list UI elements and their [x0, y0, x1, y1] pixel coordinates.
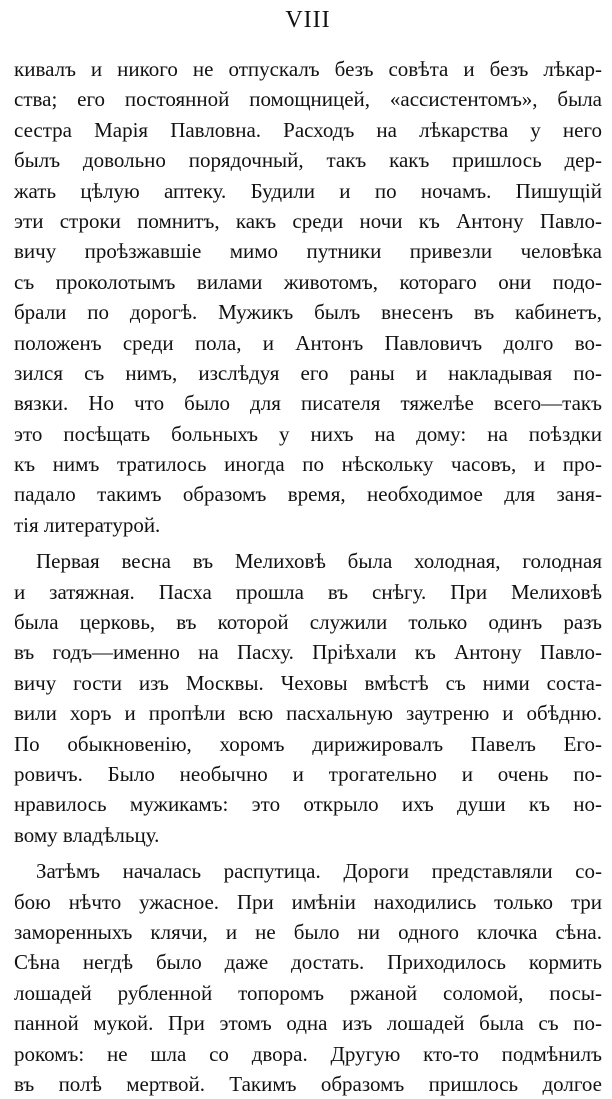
text-line: кивалъ и никого не отпускалъ безъ совѣта и безъ лѣкар- [14, 57, 602, 81]
text-line: вичу проѣзжавшіе мимо путники привезли человѣка [14, 239, 602, 264]
text-line: падало такимъ образомъ время, необходимое для заня- [14, 482, 602, 507]
text-line: съ проколотымъ вилами животомъ, котораго они подо- [14, 269, 602, 294]
page-number: VIII [285, 7, 331, 33]
text-line: нравилось мужикамъ: это открыло ихъ души къ но- [14, 792, 602, 817]
text-line: тія литературой. [14, 512, 161, 537]
text-line: вязки. Но что было для писателя тяжелѣе всего—такъ [14, 391, 602, 416]
text-line: вичу гости изъ Москвы. Чеховы вмѣстѣ съ ними соста- [14, 670, 602, 695]
text-line: былъ довольно порядочный, такъ какъ пришлось дер- [14, 148, 602, 173]
text-line: заморенныхъ клячи, и не было ни одного клочка сѣна. [14, 919, 602, 944]
text-line: вили хоръ и пропѣли всю пасхальную заутреню и обѣдню. [14, 701, 602, 726]
text-line: Затѣмъ началась распутица. Дороги представляли со- [36, 859, 602, 884]
text-line: жать цѣлую аптеку. Будили и по ночамъ. Пишущій [14, 178, 602, 203]
paragraph-1 [14, 54, 602, 540]
paragraph-3 [14, 856, 602, 1099]
text-line: Первая весна въ Мелиховѣ была холодная, голодная [36, 549, 602, 574]
text-line: бою нѣчто ужасное. При имѣніи находились только три [14, 889, 602, 914]
text-line: По обыкновенію, хоромъ дирижировалъ Павелъ Его- [14, 731, 602, 756]
text-line: и затяжная. Пасха прошла въ снѣгу. При Мелиховѣ [14, 579, 602, 604]
text-line: въ полѣ мертвой. Такимъ образомъ пришлось долгое [14, 1071, 602, 1096]
text-line: эти строки помнитъ, какъ среди ночи къ Антону Павло- [14, 208, 602, 233]
text-line: въ годъ—именно на Пасху. Пріѣхали къ Антону Павло- [14, 640, 602, 665]
text-line: это посѣщать больныхъ у нихъ на дому: на поѣздки [14, 421, 602, 446]
text-line: рокомъ: не шла со двора. Другую кто-то подмѣнилъ [14, 1041, 602, 1066]
text-line: ства; его постоянной помощницей, «ассистентомъ», была [14, 87, 602, 112]
text-line: положенъ среди пола, и Антонъ Павловичъ долго во- [14, 330, 602, 355]
paragraph-2 [14, 546, 602, 850]
text-line: зился съ нимъ, изслѣдуя его раны и накладывая по- [14, 360, 602, 385]
text-line: ровичъ. Было необычно и трогательно и очень по- [14, 761, 602, 786]
text-line: вому владѣльцу. [14, 822, 160, 847]
text-line: панной мукой. При этомъ одна изъ лошадей была съ по- [14, 1011, 602, 1036]
text-line: Сѣна негдѣ было даже достать. Приходилось кормить [14, 950, 602, 975]
text-line: къ нимъ тратилось иногда по нѣскольку часовъ, и про- [14, 452, 602, 477]
text-line: лошадей рубленной топоромъ ржаной соломой, посы- [14, 980, 602, 1005]
text-line: была церковь, въ которой служили только одинъ разъ [14, 610, 602, 635]
text-line: сестра Марія Павловна. Расходъ на лѣкарства у него [14, 117, 602, 142]
text-line: брали по дорогѣ. Мужикъ былъ внесенъ въ кабинетъ, [14, 300, 602, 325]
